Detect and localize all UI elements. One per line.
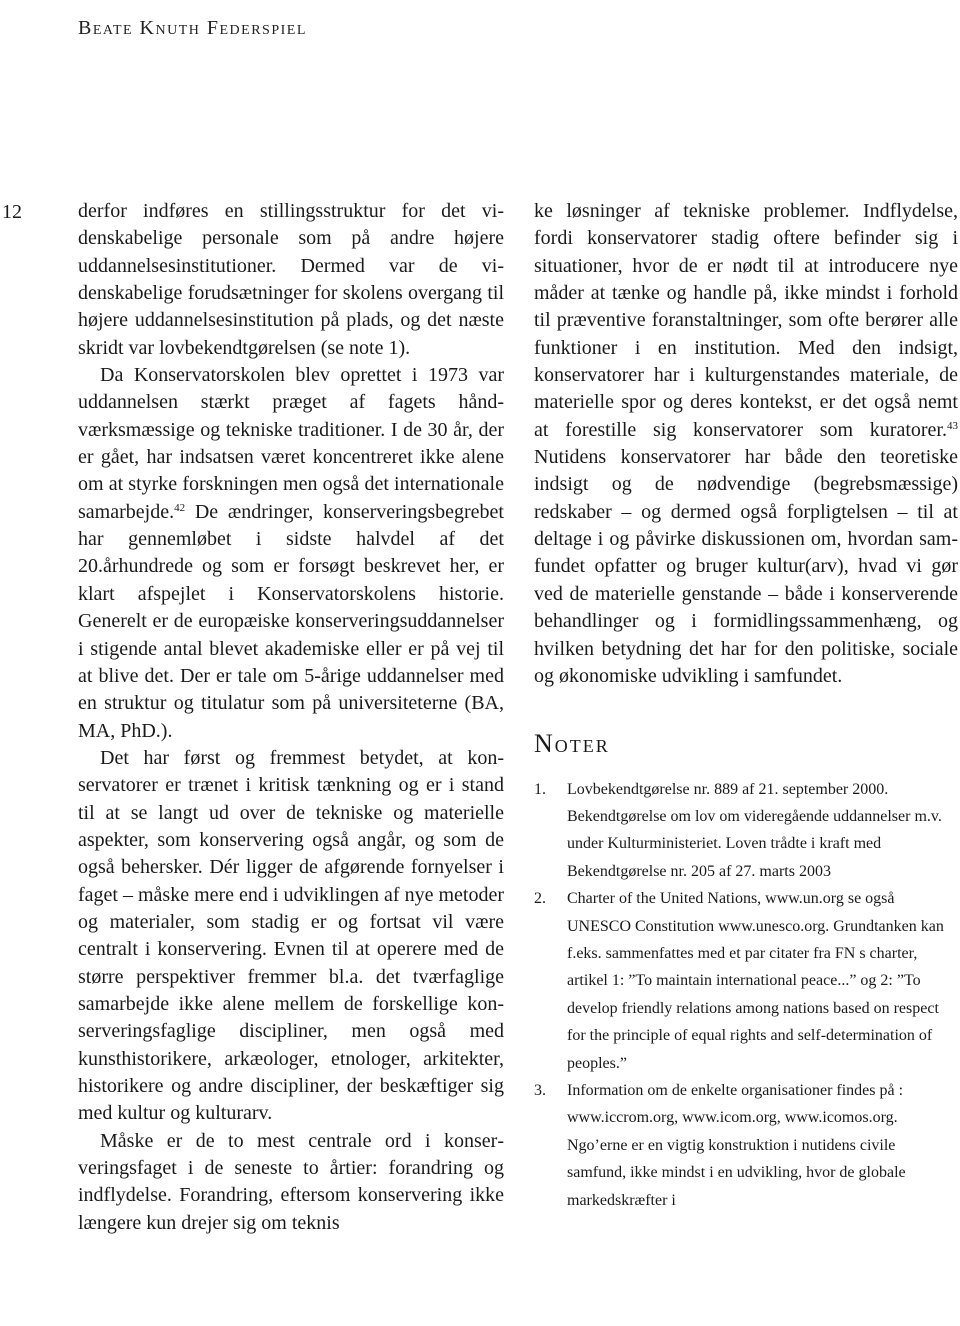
page-number: 12	[2, 201, 22, 223]
note-item	[534, 1077, 958, 1214]
note-number: 2.	[534, 890, 546, 908]
note-number: 1.	[534, 780, 546, 798]
note-item	[534, 885, 958, 1077]
paragraph: Det har først og fremmest betydet, at konservatorer er trænet i kritisk tænkning og er i stand til at se langt ud over de tekniske og materielle aspekter, som konservering også angår, og som de også behersker. Dér ligger de afgørende fornyelser i faget – måske mere end i udviklingen af nye metoder og materialer, som stadig er og fortsat vil være centralt i konservering. Evnen til at operere med de større perspektiver fremmer bl.a. det tværfaglige samarbejde ikke alene mellem de forskellige konserveringsfaglige discipliner, men også med kunsthistorikere, arkæologer, etnologer, arkitekter, historikere og andre discipliner, der beskæftiger sig med kultur og kulturarv.	[78, 746, 504, 1125]
note-text: Charter of the United Nations, www.un.org se også UNESCO Constitution www.unesco.org. Grundtanken kan f.eks. sammenfattes med et par citater fra FN s charter, artikel 1: ”To maintain international peace...” og 2: ”To develop friendly relations among nations based on respect for the principle of equal rights and self-determination of peoples.”	[567, 890, 944, 1072]
notes-heading: Noter	[534, 729, 610, 759]
left-column	[78, 198, 504, 1237]
paragraph-text: Nutidens konservatorer har både den teoretiske indsigt og de nødvendige (begrebsmæssige) redskaber – og dermed også forpligtelsen – til at deltage i og påvirke diskussionen om, hvordan samfundet opfatter og bruger kultur(arv), hvad vi gør ved de materielle genstande – både i konserverende behandlinger og i formidlingssammenhæng, og hvilken betydning det har for den politiske, sociale og økonomiske udvikling i samfundet.	[534, 446, 958, 687]
note-text: Lovbekendtgørelse nr. 889 af 21. september 2000. Bekendtgørelse om lov om videregående uddannelser m.v. under Kulturministeriet. Loven trådte i kraft med Bekendtgørelse nr. 205 af 27. marts 2003	[567, 780, 942, 880]
paragraph-text: Da Konservatorskolen blev oprettet i 1973 var uddannelsen stærkt præget af fagets håndværksmæssige og tekniske traditioner. I de 30 år, der er gået, har indsatsen været koncentreret ikke alene om at styrke forskningen men også det internationale samarbejde.	[78, 364, 504, 523]
paragraph: derfor indføres en stillingsstruktur for det videnskabelige personale som på andre højere uddannelsesinstitutioner. Dermed var de videnskabelige forudsætninger for skolens overgang til højere uddannelsesinstitution på plads, og det næste skridt var lovbekendtgørelsen (se note 1).	[78, 200, 504, 359]
note-text: Information om de enkelte organisationer findes på : www.iccrom.org, www.icom.org, www.icomos.org. Ngo’erne er en vigtig konstruktion i nutidens civile samfund, ikke mindst i en udvikling, hvor de globale markedskræfter i	[567, 1082, 906, 1209]
paragraph: Måske er de to mest centrale ord i konserveringsfaget i de seneste to årtier: forandring og indflydelse. Forandring, eftersom konservering ikke længere kun drejer sig om teknis	[78, 1129, 504, 1234]
running-head: Beate Knuth Federspiel	[78, 17, 307, 39]
paragraph	[78, 362, 504, 745]
paragraph	[534, 198, 958, 690]
footnote-ref: 42	[174, 501, 186, 514]
note-item	[534, 776, 958, 886]
note-number: 3.	[534, 1082, 546, 1099]
footnote-ref: 43	[947, 419, 958, 432]
right-column	[534, 198, 958, 1214]
paragraph-text: De ændringer, konserveringsbegrebet har gennemløbet i sidste halvdel af det 20.århundrede og som er forsøgt beskrevet her, er klart afspejlet i Konservatorskolens historie. Generelt er de europæiske konserveringsuddannelser i stigende antal blevet akademiske eller er på vej til at blive det. Der er tale om 5-årige uddannelser med en struktur og titulatur som på universiteterne (BA, MA, PhD.).	[78, 500, 504, 742]
paragraph-text: ke løsninger af tekniske problemer. Indflydelse, fordi konservatorer stadig oftere befinder sig i situationer, hvor de er nødt til at introducere nye måder at tænke og handle på, ikke mindst i forhold til præventive foranstaltninger, som ofte berører alle funktioner i en institution. Med den indsigt, konservatorer har i kulturgenstandes materiale, de materielle spor og deres kontekst, er det også nemt at forestille sig konservatorer som kuratorer.	[534, 200, 958, 441]
notes-list	[534, 776, 958, 1215]
